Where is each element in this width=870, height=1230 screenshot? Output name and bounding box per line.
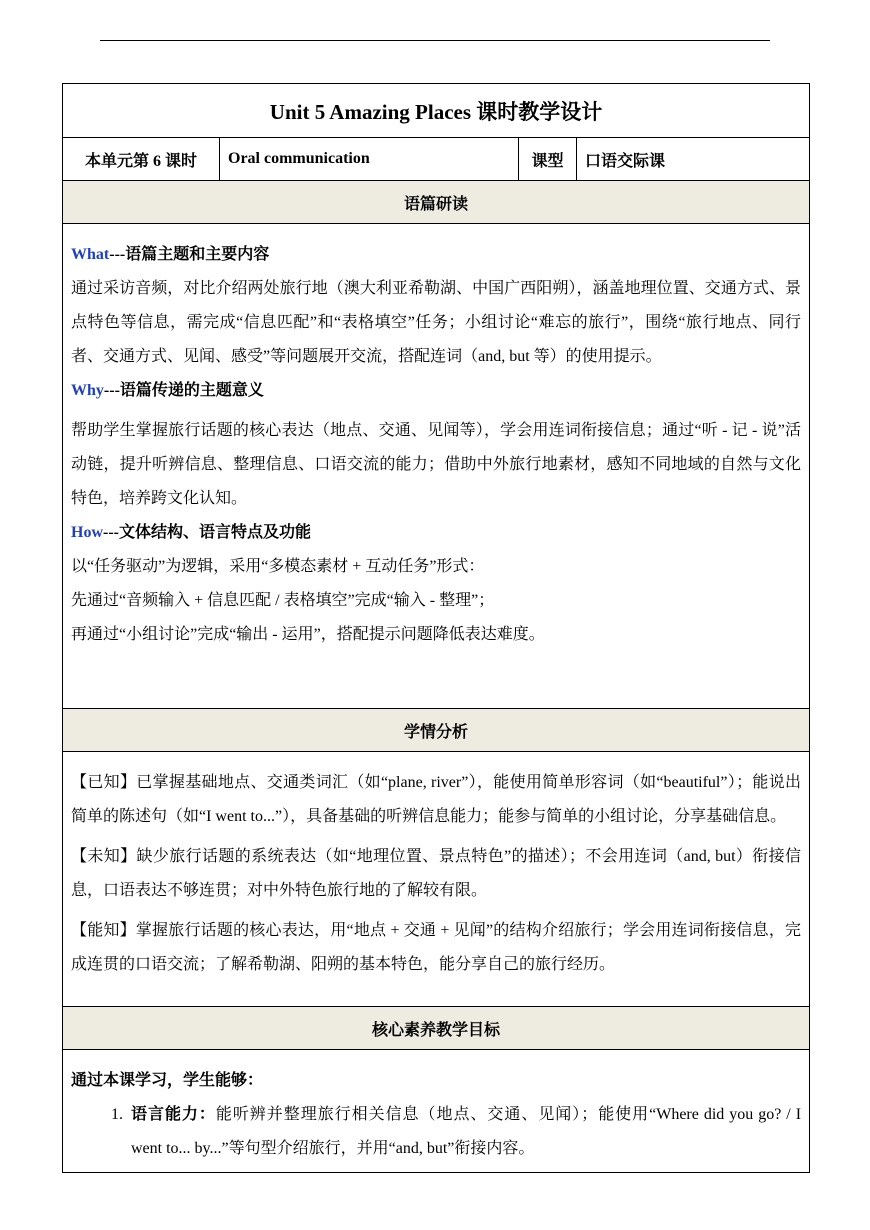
how-line: 先通过“音频输入 + 信息匹配 / 表格填空”完成“输入 - 整理”； <box>71 592 495 609</box>
what-keyword: What <box>71 246 110 263</box>
what-heading <box>71 238 801 272</box>
lesson-design-table <box>62 83 810 1173</box>
meta-row <box>63 138 810 181</box>
lesson-type-label: 课型 <box>519 138 577 181</box>
goals-body <box>63 1050 810 1173</box>
how-line: 以“任务驱动”为逻辑，采用“多模态素材 + 互动任务”形式： <box>71 558 485 575</box>
learner-known: 【已知】已掌握基础地点、交通类词汇（如“plane, river”），能使用简单形容词（如“beautiful”）；能说出简单的陈述句（如“I went to...”），具备基础的听辨信息能力；能参与简单的小组讨论，分享基础信息。 <box>71 774 802 825</box>
lesson-type-value: 口语交际课 <box>577 138 810 181</box>
goal-label: 语言能力： <box>131 1106 216 1123</box>
how-heading <box>71 516 801 550</box>
header-rule <box>100 40 770 41</box>
learner-unknown: 【未知】缺少旅行话题的系统表达（如“地理位置、景点特色”的描述）；不会用连词（and, but）衔接信息，口语表达不够连贯；对中外特色旅行地的了解较有限。 <box>71 848 802 899</box>
text-study-body <box>63 224 810 709</box>
goal-text <box>131 1098 801 1166</box>
section-heading-text-study: 语篇研读 <box>63 181 810 224</box>
why-keyword: Why <box>71 382 104 399</box>
section-heading-learner-analysis: 学情分析 <box>63 709 810 752</box>
how-line: 再通过“小组讨论”完成“输出 - 运用”，搭配提示问题降低表达难度。 <box>71 626 545 643</box>
lesson-topic: Oral communication <box>220 138 519 181</box>
goals-intro: 通过本课学习，学生能够： <box>71 1072 264 1089</box>
what-paragraph: 通过采访音频，对比介绍两处旅行地（澳大利亚希勒湖、中国广西阳朔），涵盖地理位置、交通方式、景点特色等信息，需完成“信息匹配”和“表格填空”任务；小组讨论“难忘的旅行”，围绕“旅行地点、同行者、交通方式、见闻、感受”等问题展开交流，搭配连词（and, but 等）的使用提示。 <box>71 280 802 365</box>
what-subtitle: ---语篇主题和主要内容 <box>109 246 270 263</box>
how-keyword: How <box>71 524 103 541</box>
learner-goal: 【能知】掌握旅行话题的核心表达，用“地点 + 交通 + 见闻”的结构介绍旅行；学会用连词衔接信息，完成连贯的口语交流；了解希勒湖、阳朔的基本特色，能分享自己的旅行经历。 <box>71 922 802 973</box>
goal-number: 1. <box>111 1106 123 1123</box>
why-paragraph: 帮助学生掌握旅行话题的核心表达（地点、交通、见闻等），学会用连词衔接信息；通过“听 - 记 - 说”活动链，提升听辨信息、整理信息、口语交流的能力；借助中外旅行地素材，感知不同地域的自然与文化特色，培养跨文化认知。 <box>71 422 802 507</box>
lesson-number: 本单元第 6 课时 <box>63 138 220 181</box>
document-title: Unit 5 Amazing Places 课时教学设计 <box>63 84 810 138</box>
learner-analysis-body <box>63 752 810 1007</box>
section-heading-goals: 核心素养教学目标 <box>63 1007 810 1050</box>
goal-item <box>71 1098 801 1166</box>
why-subtitle: ---语篇传递的主题意义 <box>103 382 264 399</box>
how-subtitle: ---文体结构、语言特点及功能 <box>103 524 311 541</box>
goal-description: 能听辨并整理旅行相关信息（地点、交通、见闻）；能使用“Where did you go? / I went to... by...”等句型介绍旅行，并用“and, but”衔接内容。 <box>131 1106 802 1157</box>
why-heading <box>71 374 801 408</box>
